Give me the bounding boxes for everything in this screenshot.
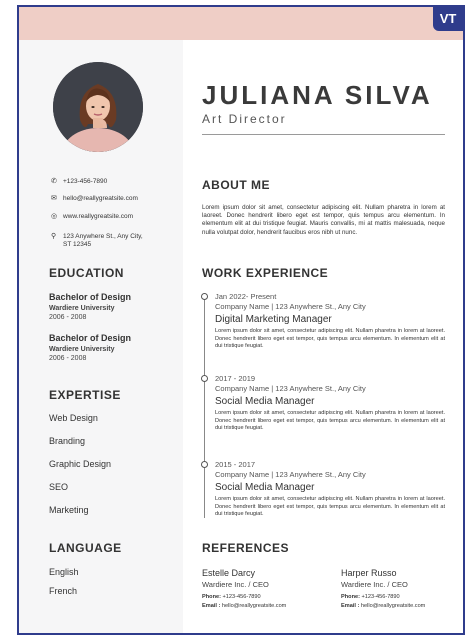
reference-name: Harper Russo [341,568,397,578]
job-company: Company Name | 123 Anywhere St., Any City [215,470,366,479]
education-school: Wardiere University [49,346,115,353]
timeline-dot [201,375,208,382]
job-description: Lorem ipsum dolor sit amet, consectetur adipiscing elit. Nullam pharetra in lorem at laoreet. Donec hendrerit libero eget est tempor, quis tempus arcu elementum. In elementum elit at dui tristique feugiat. [215,328,445,350]
portrait-illustration [53,62,143,152]
job-title: Digital Marketing Manager [215,314,332,325]
education-years: 2006 - 2008 [49,355,87,362]
language-item: French [49,586,78,596]
contact-address: ⚲ 123 Anywhere St., Any City, ST 12345 [51,233,143,248]
about-heading: ABOUT ME [202,178,270,192]
location-pin-icon: ⚲ [51,233,57,240]
education-degree: Bachelor of Design [49,292,132,302]
contact-email[interactable]: ✉ hello@reallygreatsite.com [51,195,138,202]
job-company: Company Name | 123 Anywhere St., Any City [215,384,366,393]
job-date: 2015 - 2017 [215,460,256,469]
header-band [19,7,463,40]
job-company: Company Name | 123 Anywhere St., Any City [215,302,366,311]
language-item: English [49,567,79,577]
education-degree: Bachelor of Design [49,333,132,343]
work-heading: WORK EXPERIENCE [202,266,329,280]
reference-phone: Phone: +123-456-7890 [341,594,400,600]
avatar [53,62,143,152]
job-description: Lorem ipsum dolor sit amet, consectetur adipiscing elit. Nullam pharetra in lorem at laoreet. Donec hendrerit libero eget est tempor, quis tempus arcu elementum. In elementum elit at dui tristique feugiat. [215,410,445,432]
references-heading: REFERENCES [202,541,290,555]
job-title: Social Media Manager [215,482,315,493]
mail-icon: ✉ [51,195,57,202]
skill-item: SEO [49,482,69,492]
corner-badge[interactable]: VT [433,6,463,31]
skill-item: Marketing [49,505,89,515]
reference-name: Estelle Darcy [202,568,256,578]
skill-item: Web Design [49,413,98,423]
timeline-dot [201,461,208,468]
timeline-dot [201,293,208,300]
phone-icon: ✆ [51,178,57,185]
job-description: Lorem ipsum dolor sit amet, consectetur adipiscing elit. Nullam pharetra in lorem at laoreet. Donec hendrerit libero eget est tempor, quis tempus arcu elementum. In elementum elit at dui tristique feugiat. [215,496,445,518]
education-school: Wardiere University [49,305,115,312]
reference-phone: Phone: +123-456-7890 [202,594,261,600]
contact-phone: ✆ +123-456-7890 [51,178,108,185]
reference-email[interactable]: Email : hello@reallygreatsite.com [341,603,426,609]
job-title: Social Media Manager [215,396,315,407]
reference-company: Wardiere Inc. / CEO [202,580,269,589]
language-heading: LANGUAGE [49,541,122,555]
skill-item: Branding [49,436,86,446]
timeline-line [204,296,205,518]
education-years: 2006 - 2008 [49,314,87,321]
contact-website[interactable]: ◎ www.reallygreatsite.com [51,213,134,220]
job-date: Jan 2022- Present [215,292,277,301]
skill-item: Graphic Design [49,459,112,469]
globe-icon: ◎ [51,213,58,220]
person-role: Art Director [202,112,287,126]
expertise-heading: EXPERTISE [49,388,121,402]
reference-company: Wardiere Inc. / CEO [341,580,408,589]
person-name: JULIANA SILVA [202,80,433,110]
reference-email[interactable]: Email : hello@reallygreatsite.com [202,603,287,609]
about-text: Lorem ipsum dolor sit amet, consectetur adipiscing elit. Nullam pharetra in lorem at laoreet. Donec hendrerit libero eget est tempor, quis tempus arcu elementum. In elementum elit at dui tristique feugiat. Mauris convallis, mi at mattis malesuada, neque nulla volutpat dolor, hendrerit faucibus eros nibh ut nunc. [202,204,445,236]
education-heading: EDUCATION [49,266,124,280]
job-date: 2017 - 2019 [215,374,256,383]
divider [202,134,445,135]
